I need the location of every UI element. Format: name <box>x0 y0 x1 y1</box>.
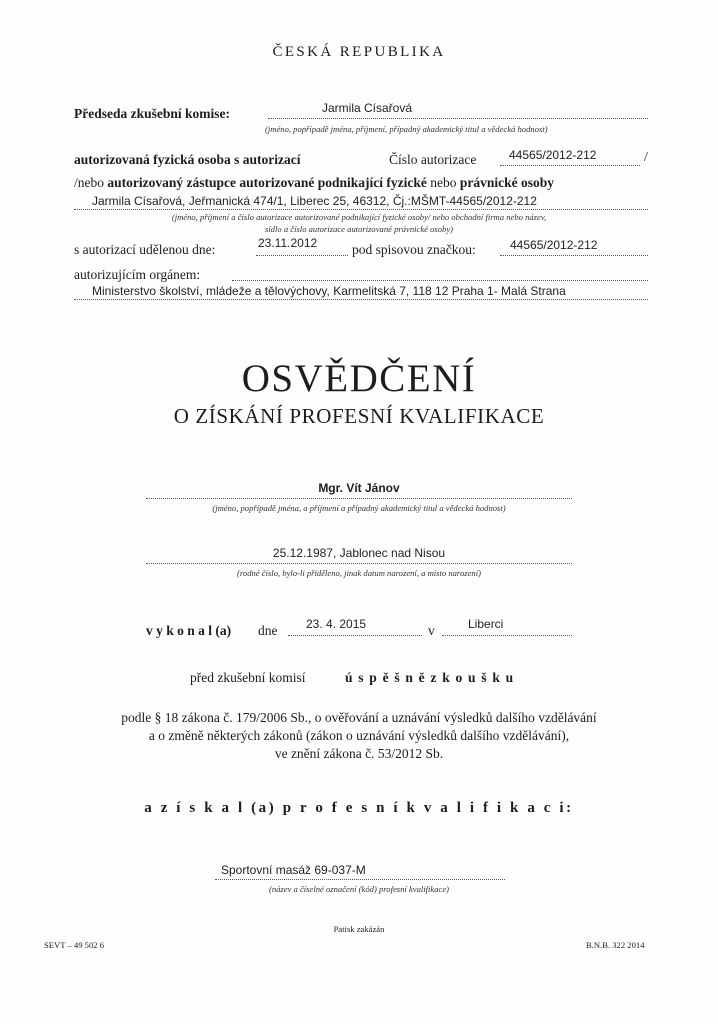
representative-line-dots <box>74 209 648 210</box>
qualification-name: Sportovní masáž 69-037-M <box>221 863 366 877</box>
holder-birth-hint: (rodné číslo, bylo-li přiděleno, jinak datum narození, a místo narození) <box>237 568 481 578</box>
granted-label: s autorizací udělenou dne: <box>74 242 216 257</box>
legal-line-3: ve znění zákona č. 53/2012 Sb. <box>274 746 444 761</box>
authority-label: autorizujícím orgánem: <box>74 267 201 282</box>
certificate-title: OSVĚDČENÍ <box>241 357 477 400</box>
authority-line-2 <box>74 299 648 300</box>
before-commission-label: před zkušební komisí <box>190 670 306 685</box>
auth-number-suffix: / <box>644 150 648 165</box>
exam-place-label: v <box>428 623 435 638</box>
chair-label: Předseda zkušební komise: <box>74 106 231 121</box>
granted-date: 23.11.2012 <box>258 236 318 250</box>
auth-number-label: Číslo autorizace <box>389 152 477 167</box>
legal-line-2: a o změně některých zákonů (zákon o uznávání výsledků dalšího vzdělávání), <box>148 728 570 743</box>
auth-number-line <box>500 165 640 166</box>
exam-date-label: dne <box>258 623 278 638</box>
success-label: ú s p ě š n ě z k o u š k u <box>345 670 515 685</box>
performed-label: v y k o n a l (a) <box>146 623 232 638</box>
representative-hint-2: sídlo a číslo autorizace autorizované právnické osoby) <box>264 224 454 234</box>
auth-person-label: autorizovaná fyzická osoba s autorizací <box>74 152 301 167</box>
alt-prefix: /nebo <box>74 175 104 190</box>
qualification-line <box>215 879 505 880</box>
representative-line <box>74 175 554 191</box>
qualification-heading: a z í s k a l (a) p r o f e s n í k v a l i f i k a c i: <box>144 800 574 816</box>
alt-or: nebo <box>430 175 457 190</box>
chair-name-line <box>268 118 648 119</box>
auth-number: 44565/2012-212 <box>509 148 597 162</box>
file-label: pod spisovou značkou: <box>352 242 476 257</box>
holder-name-line <box>146 498 572 499</box>
file-number-line <box>500 255 648 256</box>
holder-name-hint: (jméno, popřípadě jména, a příjmení a případný akademický titul a vědecká hodnost) <box>212 503 506 513</box>
representative-hint-1: (jméno, příjmení a číslo autorizace autorizované podnikající fyzické osoby/ nebo obchodní firma nebo název, <box>171 212 547 222</box>
printer-code: B.N.B. 322 2014 <box>586 940 645 950</box>
reprint-notice: Patisk zakázán <box>333 924 385 934</box>
exam-date: 23. 4. 2015 <box>306 617 367 631</box>
certificate-subtitle: O ZÍSKÁNÍ PROFESNÍ KVALIFIKACE <box>173 404 545 428</box>
authority-line-1 <box>232 280 648 281</box>
holder-birth-line <box>146 563 572 564</box>
representative-value: Jarmila Císařová, Jeřmanická 474/1, Liberec 25, 46312, Čj.:MŠMT-44565/2012-212 <box>92 194 537 208</box>
file-number: 44565/2012-212 <box>510 238 598 252</box>
granted-date-line <box>256 255 348 256</box>
holder-birth: 25.12.1987, Jablonec nad Nisou <box>272 546 446 560</box>
authority-value: Ministerstvo školství, mládeže a tělovýchovy, Karmelitská 7, 118 12 Praha 1- Malá Strana <box>92 284 566 298</box>
chair-name-hint: (jméno, popřípadě jména, příjmení, případný akademický titul a vědecká hodnost) <box>265 124 548 134</box>
alt-bold-1: autorizovaný zástupce autorizované podnikající fyzické <box>107 175 427 190</box>
chair-name: Jarmila Císařová <box>322 101 413 115</box>
alt-bold-2: právnické osoby <box>459 175 554 190</box>
exam-date-line <box>288 635 422 636</box>
country-heading: ČESKÁ REPUBLIKA <box>272 44 446 60</box>
legal-line-1: podle § 18 zákona č. 179/2006 Sb., o ověřování a uznávání výsledků dalšího vzdělávání <box>121 710 597 725</box>
holder-name: Mgr. Vít Jánov <box>318 481 400 495</box>
qualification-hint: (název a číselné označení (kód) profesní kvalifikace) <box>268 884 450 894</box>
exam-place: Liberci <box>468 617 504 631</box>
exam-place-line <box>442 635 572 636</box>
form-code: SEVT – 49 502 6 <box>44 940 105 950</box>
